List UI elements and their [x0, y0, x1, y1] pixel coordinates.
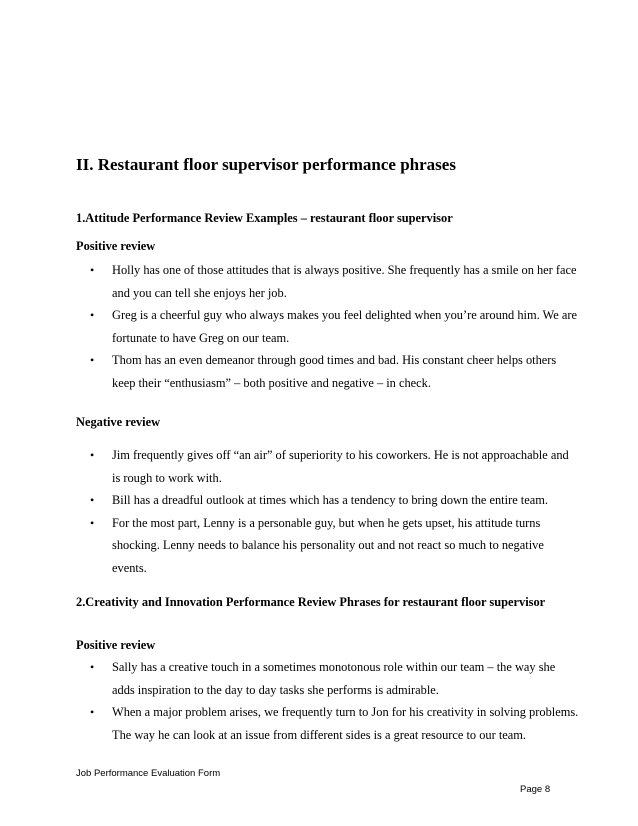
bullet-icon: • [90, 515, 95, 530]
creativity-positive-list [90, 656, 580, 746]
attitude-positive-label: Positive review [76, 239, 156, 253]
attitude-positive-list [90, 259, 580, 394]
attitude-heading: 1.Attitude Performance Review Examples – restaurant floor supervisor [76, 211, 453, 225]
list-item [90, 304, 580, 349]
list-item [90, 349, 580, 394]
bullet-icon: • [90, 493, 95, 507]
bullet-icon: • [90, 705, 95, 719]
bullet-icon: • [90, 263, 95, 277]
creativity-positive-label: Positive review [76, 638, 156, 652]
list-item-text: Thom has an even demeanor through good times and bad. His constant cheer helps others keep their “enthusiasm” – both positive and negative – in check. [112, 353, 557, 390]
attitude-negative-label: Negative review [76, 415, 161, 429]
list-item [90, 512, 580, 580]
footer-form-name: Job Performance Evaluation Form [76, 768, 221, 779]
list-item-text: When a major problem arises, we frequently turn to Jon for his creativity in solving problems. The way he can look at an issue from different sides is a great resource to our team. [112, 705, 579, 742]
section-title: II. Restaurant floor supervisor performance phrases [76, 155, 456, 174]
list-item-text: Sally has a creative touch in a sometimes monotonous role within our team – the way she adds inspiration to the day to day tasks she performs is admirable. [112, 660, 556, 697]
list-item-text: Bill has a dreadful outlook at times which has a tendency to bring down the entire team. [112, 493, 548, 507]
list-item [90, 444, 580, 489]
bullet-icon: • [90, 353, 95, 367]
bullet-icon: • [90, 660, 95, 674]
list-item-text: Greg is a cheerful guy who always makes you feel delighted when you’re around him. We are fortunate to have Greg on our team. [112, 308, 577, 345]
list-item [90, 701, 580, 746]
creativity-heading: 2.Creativity and Innovation Performance Review Phrases for restaurant floor supervisor [76, 595, 546, 609]
list-item-text: Holly has one of those attitudes that is always positive. She frequently has a smile on her face and you can tell she enjoys her job. [112, 263, 577, 300]
attitude-negative-list [90, 444, 580, 579]
bullet-icon: • [90, 308, 95, 322]
list-item-text: Jim frequently gives off “an air” of superiority to his coworkers. He is not approachable and is rough to work with. [112, 448, 569, 485]
list-item-text: For the most part, Lenny is a personable guy, but when he gets upset, his attitude turns shocking. Lenny needs to balance his personality out and not react so much to negative events. [112, 515, 544, 575]
bullet-icon: • [90, 448, 95, 462]
list-item [90, 489, 580, 512]
footer-page-number: Page 8 [520, 784, 551, 795]
list-item [90, 656, 580, 701]
list-item [90, 259, 580, 304]
